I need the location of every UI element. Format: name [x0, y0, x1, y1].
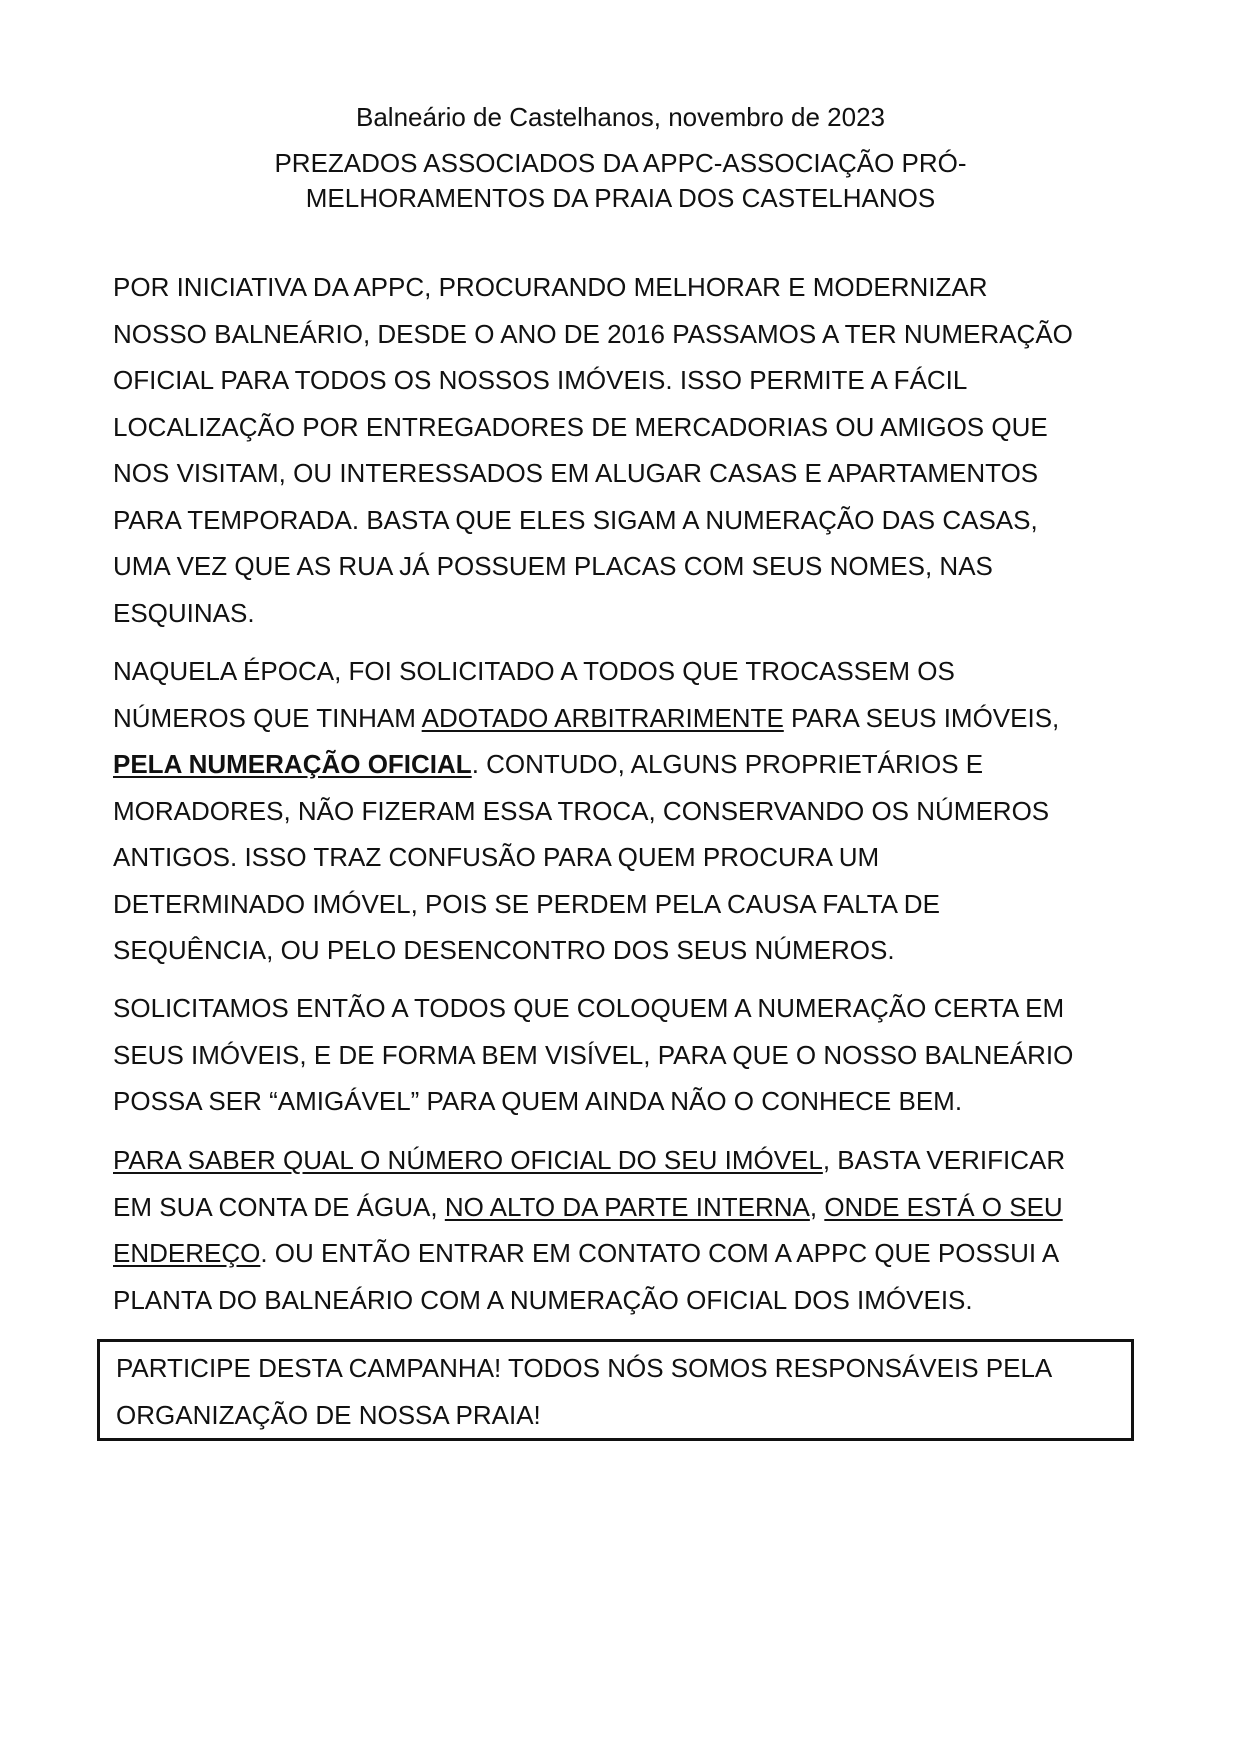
paragraph-old-numbers	[113, 648, 1059, 974]
paragraph-line	[113, 741, 1059, 788]
paragraph-line: PLANTA DO BALNEÁRIO COM A NUMERAÇÃO OFICIAL DOS IMÓVEIS.	[113, 1284, 973, 1315]
paragraph-line: SEQUÊNCIA, OU PELO DESENCONTRO DOS SEUS NÚMEROS.	[113, 935, 895, 965]
paragraph-line: POSSA SER “AMIGÁVEL” PARA QUEM AINDA NÃO O CONHECE BEM.	[113, 1086, 963, 1116]
text-run: . CONTUDO, ALGUNS PROPRIETÁRIOS E	[471, 749, 984, 779]
paragraph-introduction	[113, 264, 1073, 636]
letter-title	[0, 146, 1241, 216]
callout-text	[116, 1345, 1052, 1438]
text-run: PARA SEUS IMÓVEIS,	[783, 702, 1060, 733]
underlined-phrase: NO ALTO DA PARTE INTERNA	[444, 1191, 810, 1222]
paragraph-line: DETERMINADO IMÓVEL, POIS SE PERDEM PELA CAUSA FALTA DE	[113, 888, 940, 919]
paragraph-line: ESQUINAS.	[113, 597, 255, 628]
paragraph-request	[113, 985, 1073, 1125]
paragraph-line	[113, 1230, 1065, 1277]
letter-title-line-2: MELHORAMENTOS DA PRAIA DOS CASTELHANOS	[305, 183, 936, 213]
place-date-line: Balneário de Castelhanos, novembro de 2023	[355, 102, 886, 132]
paragraph-line: LOCALIZAÇÃO POR ENTREGADORES DE MERCADORIAS OU AMIGOS QUE	[113, 411, 1048, 442]
paragraph-line: POR INICIATIVA DA APPC, PROCURANDO MELHORAR E MODERNIZAR	[113, 272, 988, 302]
paragraph-line: PARA TEMPORADA. BASTA QUE ELES SIGAM A NUMERAÇÃO DAS CASAS,	[113, 504, 1038, 535]
letter-title-line-1: PREZADOS ASSOCIADOS DA APPC-ASSOCIAÇÃO PRÓ-	[274, 148, 967, 178]
paragraph-line: OFICIAL PARA TODOS OS NOSSOS IMÓVEIS. ISSO PERMITE A FÁCIL	[113, 365, 968, 395]
underlined-phrase: ADOTADO ARBITRARIMENTE	[421, 702, 784, 733]
text-run: NÚMEROS QUE TINHAM	[113, 702, 422, 733]
paragraph-line: UMA VEZ QUE AS RUA JÁ POSSUEM PLACAS COM SEUS NOMES, NAS	[113, 551, 993, 581]
text-run: . OU ENTÃO ENTRAR EM CONTATO COM A APPC QUE POSSUI A	[260, 1238, 1060, 1268]
paragraph-line: NOSSO BALNEÁRIO, DESDE O ANO DE 2016 PASSAMOS A TER NUMERAÇÃO	[113, 318, 1073, 349]
paragraph-line: NAQUELA ÉPOCA, FOI SOLICITADO A TODOS QUE TROCASSEM OS	[113, 656, 955, 686]
callout-line: ORGANIZAÇÃO DE NOSSA PRAIA!	[116, 1399, 541, 1430]
paragraph-line: SEUS IMÓVEIS, E DE FORMA BEM VISÍVEL, PARA QUE O NOSSO BALNEÁRIO	[113, 1039, 1074, 1070]
paragraph-line	[113, 1184, 1065, 1231]
callout-line: PARTICIPE DESTA CAMPANHA! TODOS NÓS SOMOS RESPONSÁVEIS PELA	[116, 1353, 1053, 1383]
paragraph-line: MORADORES, NÃO FIZERAM ESSA TROCA, CONSERVANDO OS NÚMEROS	[113, 795, 1050, 826]
underlined-phrase: ONDE ESTÁ O SEU	[824, 1191, 1063, 1222]
bold-underlined-phrase: PELA NUMERAÇÃO OFICIAL	[113, 749, 472, 779]
text-run: , BASTA VERIFICAR	[822, 1145, 1066, 1175]
text-run: EM SUA CONTA DE ÁGUA,	[113, 1191, 445, 1222]
text-run: ,	[809, 1191, 825, 1222]
paragraph-line	[113, 1137, 1065, 1184]
paragraph-line: ANTIGOS. ISSO TRAZ CONFUSÃO PARA QUEM PROCURA UM	[113, 842, 880, 872]
paragraph-line: NOS VISITAM, OU INTERESSADOS EM ALUGAR CASAS E APARTAMENTOS	[113, 458, 1039, 488]
paragraph-how-to-find-number	[113, 1137, 1065, 1323]
campaign-callout-box	[97, 1339, 1134, 1441]
underlined-phrase: ENDEREÇO	[113, 1238, 261, 1268]
paragraph-line: SOLICITAMOS ENTÃO A TODOS QUE COLOQUEM A NUMERAÇÃO CERTA EM	[113, 993, 1065, 1023]
underlined-phrase: PARA SABER QUAL O NÚMERO OFICIAL DO SEU IMÓVEL	[113, 1145, 823, 1175]
paragraph-line	[113, 695, 1059, 742]
